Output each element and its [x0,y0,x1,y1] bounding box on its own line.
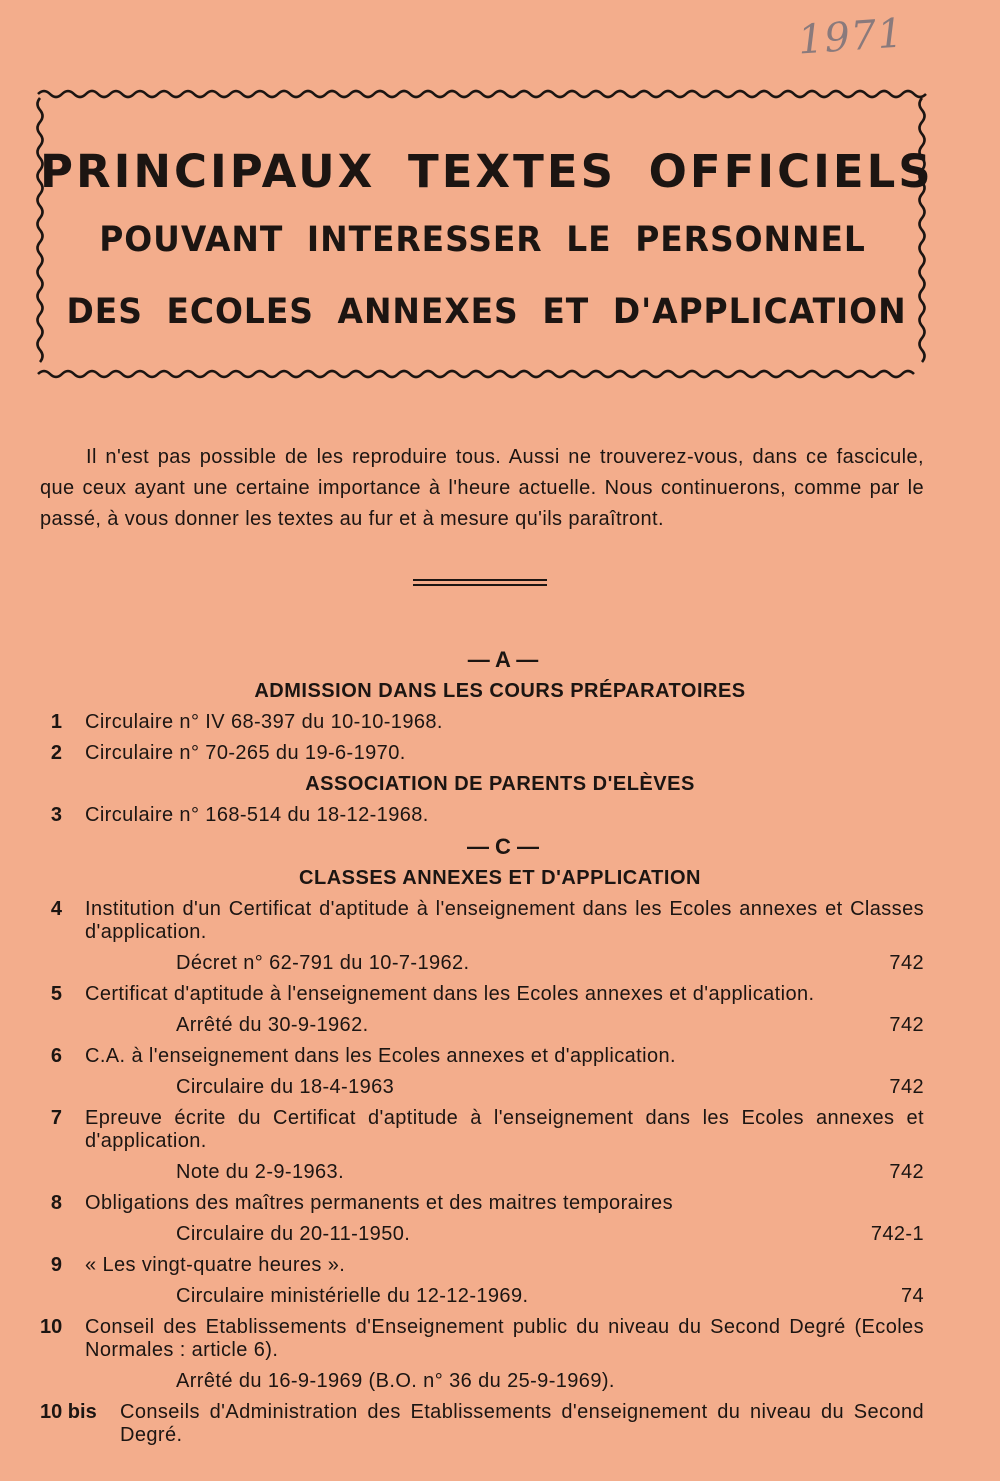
group-heading: ADMISSION DANS LES COURS PRÉPARATOIRES [254,680,746,702]
entry-number: 10 [40,1316,63,1338]
entry-description: Institution d'un Certificat d'aptitude à l'enseignement dans les Ecoles annexes et Classes d'application. [85,898,924,943]
entry-number: 3 [50,804,62,826]
entry-number: 5 [50,983,62,1005]
section-letter-a: — A — [467,647,539,672]
entry-number: 6 [50,1045,62,1067]
entry-reference [176,1072,924,1103]
entry-reference [176,948,924,979]
reference-text: Circulaire du 20-11-1950. [176,1223,411,1245]
group-heading: CLASSES ANNEXES ET D'APPLICATION [299,867,701,889]
list-item [0,1397,1000,1451]
list-item [0,1041,1000,1103]
frame-wavy-bottom [38,371,914,377]
entry-description: Obligations des maîtres permanents et des maitres temporaires [85,1192,673,1214]
entry-description: Circulaire n° 168-514 du 18-12-1968. [85,804,429,826]
page-number: 74 [900,1285,924,1307]
list-item [0,738,1000,769]
list-item [0,1103,1000,1188]
entry-number: 8 [50,1192,62,1214]
reference-text: Circulaire ministérielle du 12-12-1969. [176,1285,529,1307]
entry-number: 2 [50,742,62,764]
entry-description: Certificat d'aptitude à l'enseignement dans les Ecoles annexes et d'application. [85,983,815,1005]
entry-description: « Les vingt-quatre heures ». [85,1254,346,1276]
page-number: 742 [889,1161,924,1183]
subtitle-line-2: DES ECOLES ANNEXES ET D'APPLICATION [66,292,907,332]
entry-number: 10 bis [40,1401,97,1423]
entry-description: Circulaire n° 70-265 du 19-6-1970. [85,742,406,764]
page-number: 742 [889,1014,924,1036]
entry-reference [176,1366,924,1397]
list-item [0,1250,1000,1312]
list-item [0,1312,1000,1397]
page-number: 742-1 [870,1223,924,1245]
reference-text: Décret n° 62-791 du 10-7-1962. [176,952,470,974]
page-number: 742 [889,952,924,974]
group-heading: ASSOCIATION DE PARENTS D'ELÈVES [305,773,695,795]
entry-reference [176,1219,924,1250]
page-number: 742 [889,1076,924,1098]
entry-number: 7 [50,1107,62,1129]
list-item [0,979,1000,1041]
reference-text: Arrêté du 16-9-1969 (B.O. n° 36 du 25-9-1969). [176,1370,615,1392]
main-title: PRINCIPAUX TEXTES OFFICIELS [40,145,934,198]
entry-description: Circulaire n° IV 68-397 du 10-10-1968. [85,711,443,733]
subtitle-line-1: POUVANT INTERESSER LE PERSONNEL [99,220,866,260]
title-block [40,140,934,348]
list-item [0,894,1000,979]
list-item [0,1188,1000,1250]
entry-reference [176,1157,924,1188]
entry-reference [176,1281,924,1312]
table-of-contents [0,644,1000,1451]
reference-text: Note du 2-9-1963. [176,1161,345,1183]
frame-wavy-top [38,91,926,97]
entry-number: 9 [50,1254,62,1276]
list-item [0,707,1000,738]
section-letter-c: — C — [466,834,540,859]
entry-description: C.A. à l'enseignement dans les Ecoles annexes et d'application. [85,1045,676,1067]
entry-reference [176,1010,924,1041]
entry-number: 1 [50,711,62,733]
intro-paragraph: Il n'est pas possible de les reproduire tous. Aussi ne trouverez-vous, dans ce fascicule, que ceux ayant une certaine importance à l'heure actuelle. Nous continuerons, comme par le passé, à vous donner les textes au fur et à mesure qu'ils paraîtront. [40,446,924,530]
entry-description: Conseils d'Administration des Etablissements d'enseignement du niveau du Second Degré. [120,1401,924,1446]
entry-number: 4 [50,898,62,920]
entry-description: Epreuve écrite du Certificat d'aptitude à l'enseignement dans les Ecoles annexes et d'application. [85,1107,924,1152]
handwritten-note: 1971 [796,10,906,64]
list-item [0,800,1000,831]
entry-description: Conseil des Etablissements d'Enseignement public du niveau du Second Degré (Ecoles Normales : article 6). [85,1316,924,1361]
reference-text: Arrêté du 30-9-1962. [176,1014,369,1036]
reference-text: Circulaire du 18-4-1963 [176,1076,395,1098]
double-rule-divider [413,579,547,588]
